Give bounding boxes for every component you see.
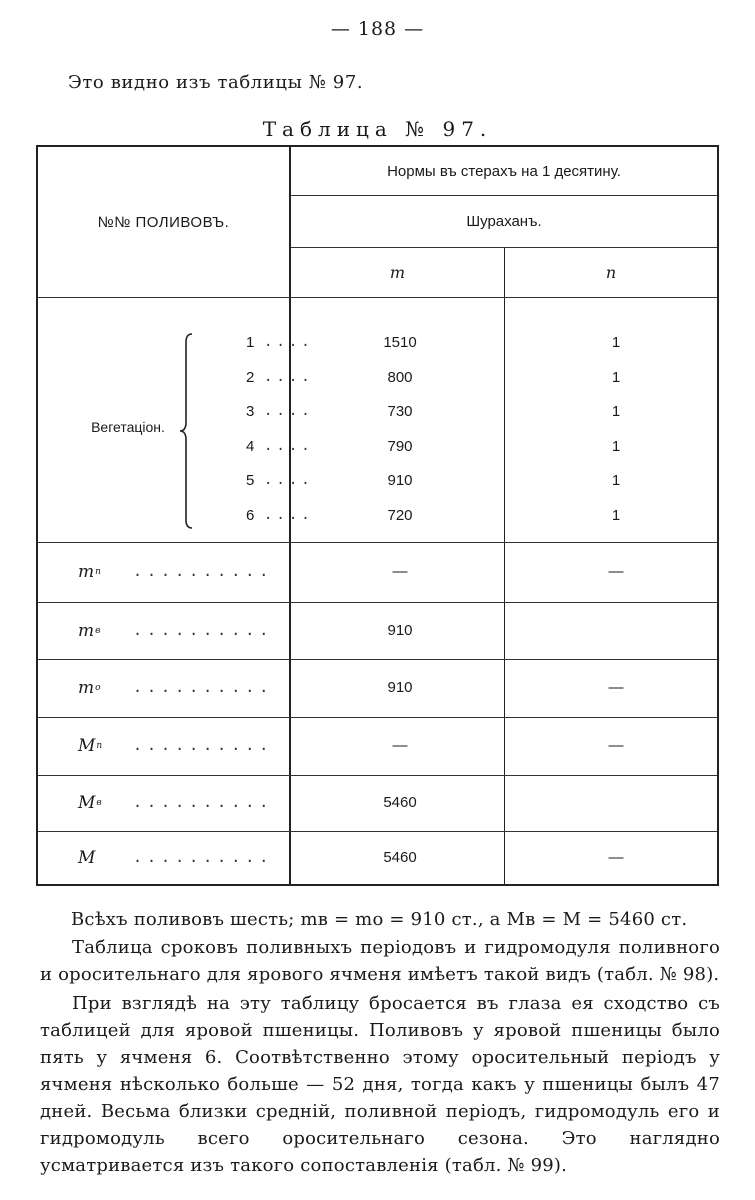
row-rule [38, 831, 717, 832]
leader-dots: .... [264, 334, 314, 350]
summary-row-m: 910 [387, 679, 413, 696]
veg-row-number: 1 [246, 334, 255, 351]
veg-row-n: 1 [611, 438, 621, 455]
col-n-header: n [605, 263, 617, 282]
paragraph-table98: Таблица сроковъ поливныхъ періодовъ и гидромодуля поливного и оросительнаго для ярового ячменя имѣетъ такой видъ (табл. № 98). [40, 937, 720, 985]
intro-line: Это видно изъ таблицы № 97. [68, 72, 364, 93]
group-header: Нормы въ стерахъ на 1 десятину. [387, 162, 621, 180]
veg-row-m: 1510 [383, 334, 417, 351]
summary-superscript: п [96, 741, 103, 751]
sub-header: Шураханъ. [466, 213, 542, 230]
summary-row-n: — [608, 848, 624, 866]
summary-superscript: в [95, 625, 101, 636]
summary-row-label [78, 734, 102, 758]
veg-row-number: 6 [246, 507, 255, 524]
summary-row-label [78, 560, 101, 584]
leader-dots: .... [264, 438, 314, 454]
summary-row-label [78, 791, 102, 815]
curly-brace-icon [178, 332, 198, 530]
veg-row-number: 3 [246, 403, 255, 420]
row-rule [38, 775, 717, 776]
summary-symbol: m [78, 678, 95, 698]
veg-row-m: 910 [387, 472, 413, 489]
veg-row-n: 1 [611, 334, 621, 351]
leader-dots: .......... [133, 620, 274, 639]
leader-dots: .......... [133, 736, 274, 754]
header-bottom-rule [38, 297, 717, 298]
leader-dots: .... [264, 403, 314, 419]
summary-row-m: — [392, 563, 408, 580]
veg-row-m: 730 [387, 403, 413, 420]
veg-row-number: 5 [246, 472, 255, 489]
row-rule [38, 659, 717, 660]
summary-row-label [78, 676, 101, 700]
summary-superscript: о [95, 683, 101, 693]
summary-symbol: m [78, 562, 95, 582]
leader-dots: .... [264, 472, 314, 488]
summary-paragraph [71, 906, 721, 933]
summary-symbol: M [78, 793, 96, 813]
summary-row-label [78, 619, 100, 643]
veg-row-n: 1 [611, 507, 621, 524]
leader-dots: .......... [133, 793, 274, 811]
summary-row-n: — [608, 737, 624, 754]
veg-row-m: 800 [387, 369, 413, 386]
veg-row-n: 1 [611, 403, 621, 420]
summary-row-m: 910 [387, 621, 413, 639]
summary-superscript: в [96, 798, 102, 808]
veg-row-m: 790 [387, 438, 413, 455]
col-divider-mn [504, 247, 505, 884]
leader-dots: .......... [133, 562, 274, 580]
summary-superscript: п [95, 567, 101, 577]
row-rule [38, 602, 717, 603]
table-caption: Таблица № 97. [262, 117, 493, 141]
row-rule [38, 542, 717, 543]
summary-row-n: — [608, 679, 624, 696]
summary-row-m: — [392, 737, 408, 754]
summary-text: Всѣхъ поливовъ шесть; mв = mо = 910 ст., а Mв = M = 5460 ст. [71, 909, 688, 930]
paragraph-comparison: При взглядѣ на эту таблицу бросается въ глаза ея сходство съ таблицей для яровой пшеницы. Поливовъ у яровой пшеницы было пять у ячменя 6. Соотвѣтственно этому оросительный періодъ у ячменя нѣсколько больше — 52 дня, тогда какъ у пшеницы былъ 47 дней. Весьма близки средній, поливной періодъ, гидромодуль его и гидромодуль всего оросительнаго сезона. Это наглядно усматривается изъ такого сопоставленія (табл. № 99). [40, 993, 720, 1176]
leader-dots: .......... [133, 678, 274, 696]
summary-symbol: M [78, 736, 96, 756]
leader-dots: .... [264, 369, 314, 385]
row-rule [38, 717, 717, 718]
col1-header: №№ ПОЛИВОВЪ. [97, 213, 230, 231]
leader-dots: .......... [133, 847, 274, 866]
summary-row-m: 5460 [383, 848, 417, 866]
col-m-header: m [389, 263, 406, 282]
veg-row-m: 720 [387, 507, 413, 524]
veg-row-number: 2 [246, 369, 255, 386]
veg-row-n: 1 [611, 472, 621, 489]
summary-row-m: 5460 [383, 794, 417, 811]
veg-row-n: 1 [611, 369, 621, 386]
summary-symbol: m [78, 620, 95, 641]
summary-row-n: — [608, 563, 624, 580]
page-number: — 188 — [330, 18, 425, 40]
leader-dots: .... [264, 507, 314, 523]
vegetation-label: Вегетаціон. [91, 419, 165, 435]
data-table [36, 145, 719, 886]
summary-symbol: M [78, 847, 96, 868]
summary-row-label [78, 846, 96, 870]
veg-row-number: 4 [246, 438, 255, 455]
